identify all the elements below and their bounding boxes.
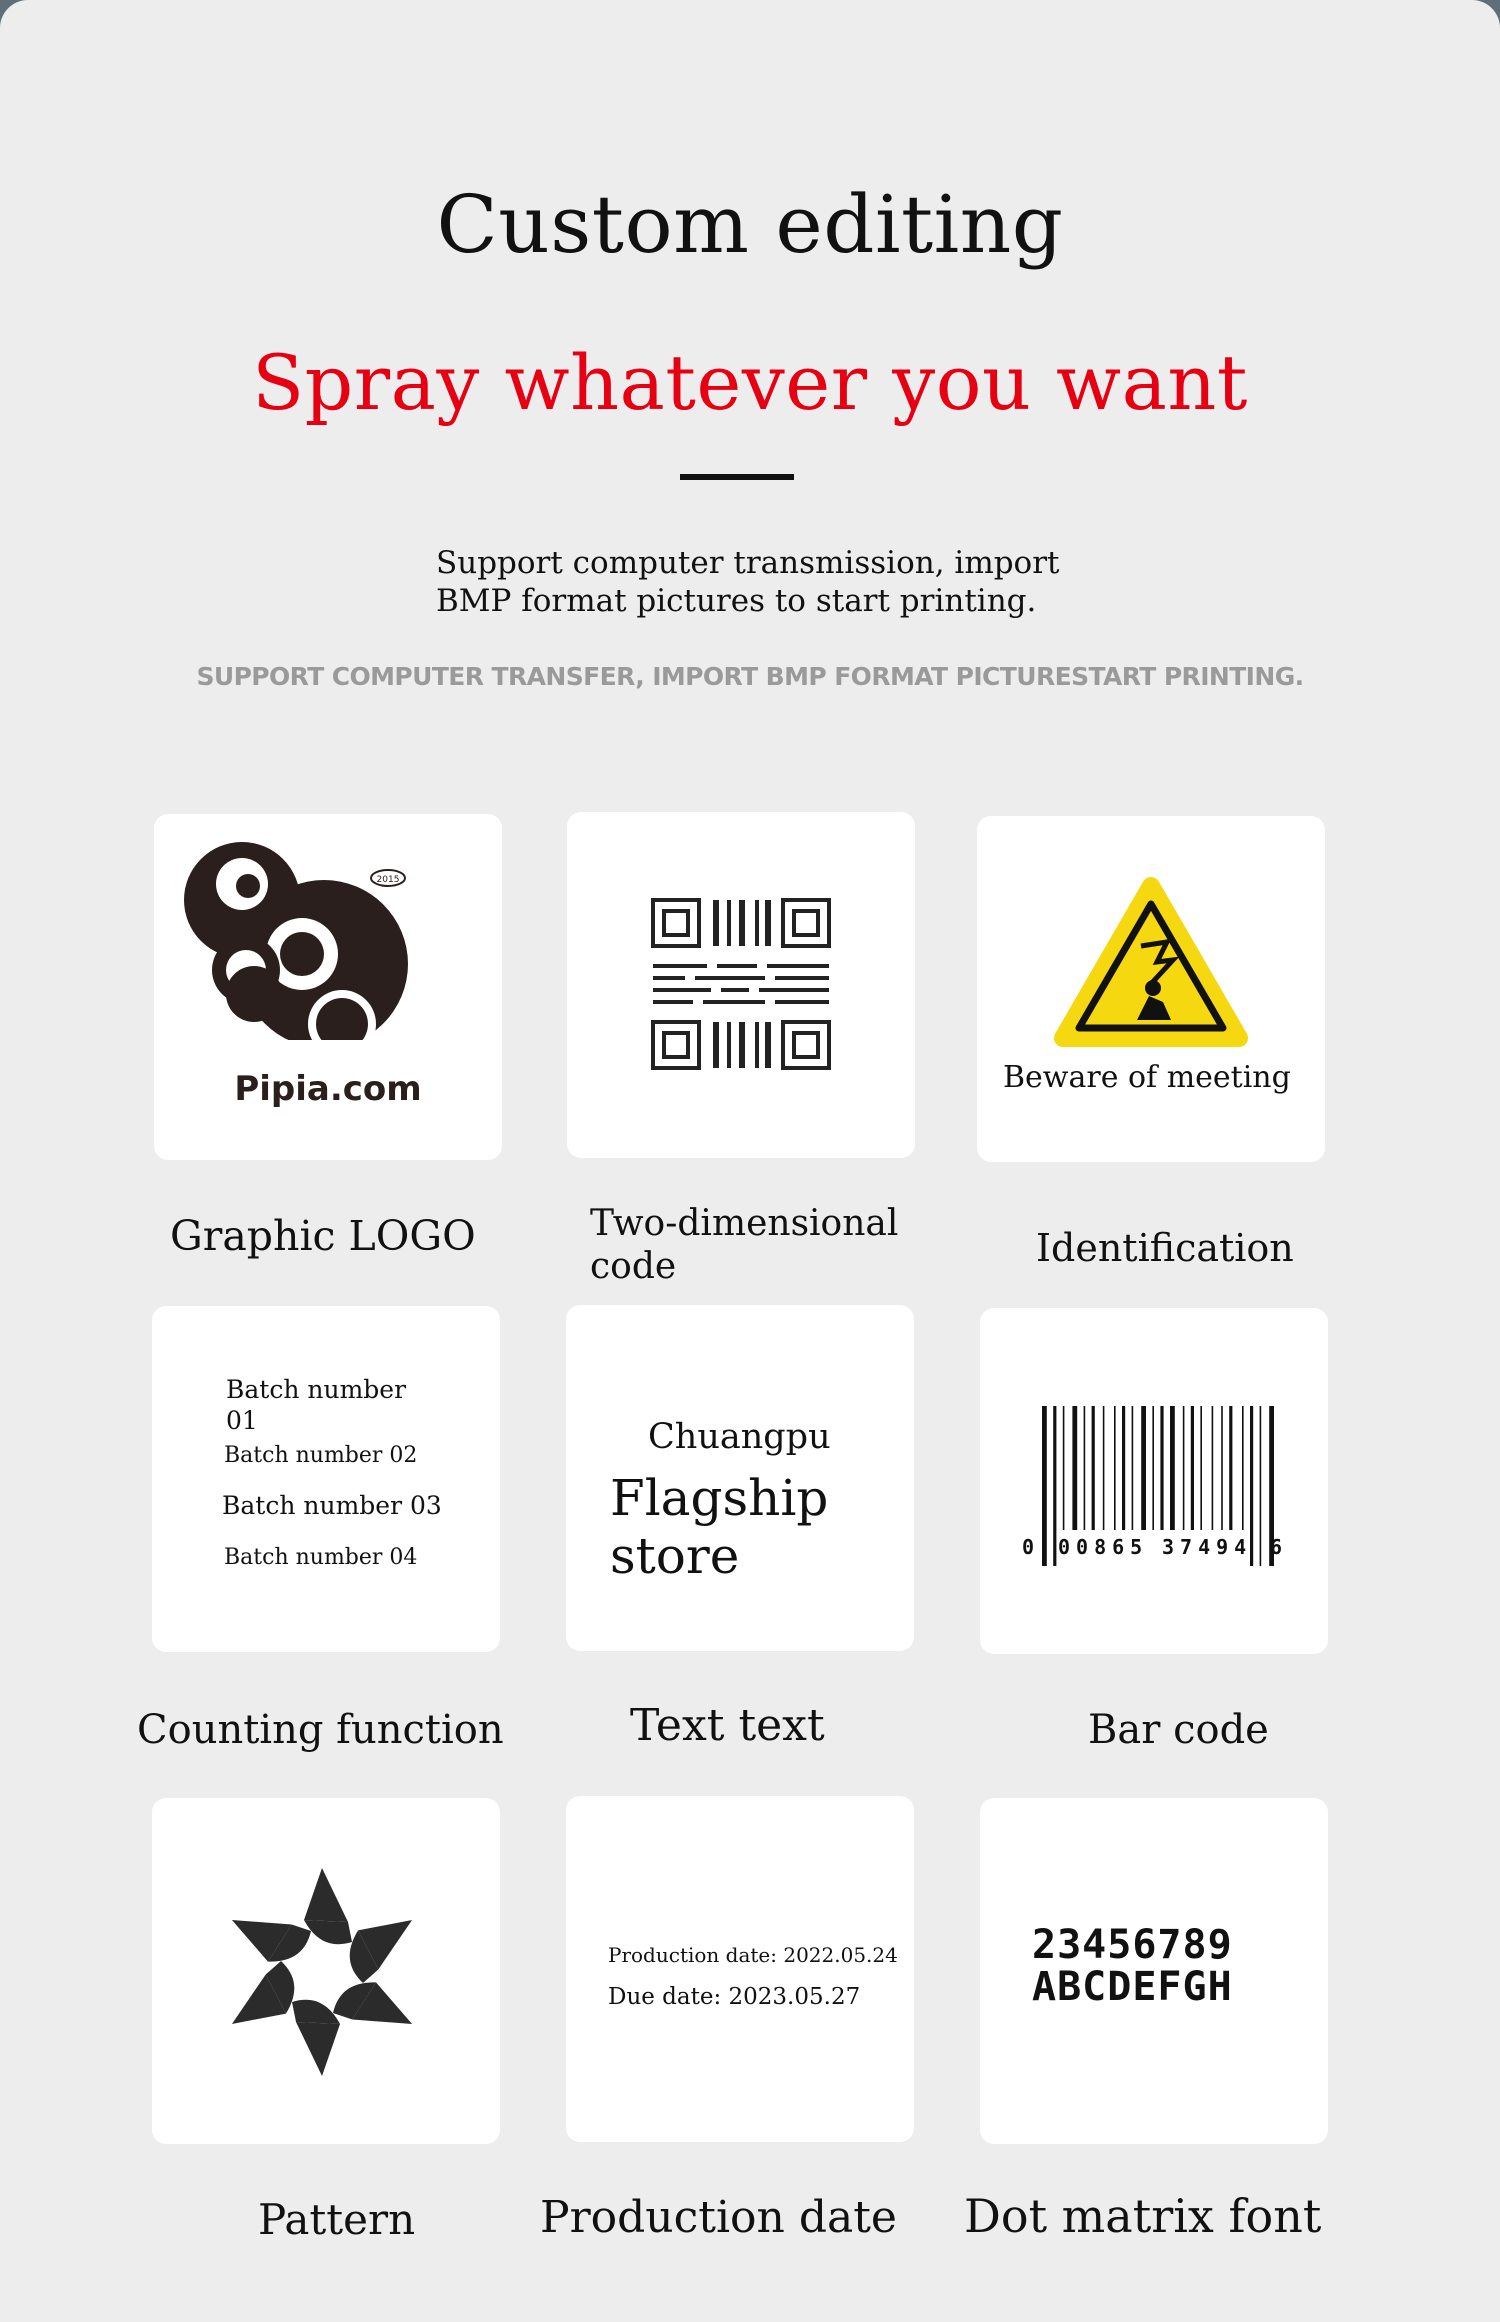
count-line-2: 01 (226, 1406, 258, 1435)
description-line-2: BMP format pictures to start printing. (436, 583, 1037, 619)
caption-counting-function: Counting function (137, 1707, 504, 1753)
barcode-bar (1122, 1406, 1125, 1530)
card-pattern (152, 1798, 500, 2144)
dot-matrix-line-1: 23456789 (1032, 1922, 1233, 1968)
count-line-1: Batch number (226, 1375, 407, 1404)
divider (680, 474, 794, 480)
text-line-1: Chuangpu (648, 1417, 831, 1457)
card-graphic-logo (154, 814, 502, 1160)
barcode-digit-last: 6 (1270, 1535, 1283, 1559)
text-line-2: Flagship (610, 1469, 829, 1527)
card-counting-function (152, 1306, 500, 1652)
due-date-line: Due date: 2023.05.27 (608, 1984, 861, 2010)
card-bar-code (980, 1308, 1328, 1654)
logo-badge-text: 2015 (376, 875, 400, 885)
barcode-bar (1132, 1406, 1134, 1530)
card-text-text (566, 1305, 914, 1651)
barcode-bar (1084, 1406, 1086, 1530)
card-production-date (566, 1796, 914, 2142)
caption-pattern: Pattern (258, 2195, 416, 2244)
dot-matrix-line-2: ABCDEFGH (1032, 1964, 1233, 2010)
text-line-3: store (610, 1527, 740, 1585)
barcode-bar (1170, 1406, 1175, 1530)
caption-qr-line-2: code (590, 1246, 677, 1287)
barcode-bar (1160, 1406, 1163, 1530)
logo-text: Pipia.com (234, 1069, 422, 1109)
card-two-dimensional-code (567, 812, 915, 1158)
caption-text-text: Text text (630, 1700, 825, 1751)
barcode-bar (1212, 1406, 1214, 1530)
barcode-bar (1042, 1406, 1047, 1566)
elephant-logo-icon (154, 814, 502, 1160)
barcode-digits-left: 00865 (1058, 1535, 1149, 1559)
barcode-bar (1053, 1406, 1056, 1566)
description (436, 544, 1136, 620)
caption-identification: Identification (1036, 1226, 1294, 1270)
barcode-bar (1152, 1406, 1154, 1530)
barcode-bar (1141, 1406, 1146, 1530)
barcode-bar (1260, 1406, 1262, 1566)
page-title: Custom editing (436, 178, 1064, 271)
count-line-5: Batch number 04 (224, 1545, 418, 1570)
barcode-bar (1200, 1406, 1202, 1530)
warning-sign-icon (977, 816, 1325, 1162)
page-subtitle: Spray whatever you want (252, 338, 1248, 427)
card-dot-matrix-font (980, 1798, 1328, 2144)
count-line-3: Batch number 02 (224, 1443, 418, 1468)
barcode-bar (1114, 1406, 1116, 1530)
caps-description: SUPPORT COMPUTER TRANSFER, IMPORT BMP FORMAT PICTURESTART PRINTING. (196, 662, 1304, 691)
star-pattern-icon (152, 1798, 500, 2144)
barcode-bar (1092, 1406, 1095, 1530)
barcode-bar (1183, 1406, 1185, 1530)
barcode-bar (1191, 1406, 1194, 1530)
caption-dot-matrix-font: Dot matrix font (964, 2189, 1322, 2243)
caption-bar-code: Bar code (1088, 1707, 1269, 1753)
qr-code-icon (567, 812, 915, 1158)
caption-two-dimensional-code (590, 1202, 898, 1288)
production-date-line: Production date: 2022.05.24 (608, 1943, 898, 1967)
barcode-bar (1221, 1406, 1223, 1530)
description-line-1: Support computer transmission, import (436, 545, 1060, 581)
sign-text: Beware of meeting (1003, 1060, 1291, 1095)
caption-qr-line-1: Two-dimensional (590, 1203, 899, 1244)
card-identification (977, 816, 1325, 1162)
barcode-bar (1063, 1406, 1065, 1530)
barcode-bar (1103, 1406, 1105, 1530)
barcode-bar (1229, 1406, 1232, 1530)
barcode-digit-first: 0 (1022, 1535, 1035, 1559)
barcode-bar (1242, 1406, 1244, 1530)
count-line-4: Batch number 03 (222, 1491, 442, 1520)
barcode-icon (980, 1308, 1328, 1654)
caption-graphic-logo: Graphic LOGO (170, 1212, 476, 1260)
barcode-digits-right: 37494 (1162, 1535, 1253, 1559)
caption-production-date: Production date (540, 2192, 897, 2243)
barcode-bar (1072, 1406, 1077, 1530)
